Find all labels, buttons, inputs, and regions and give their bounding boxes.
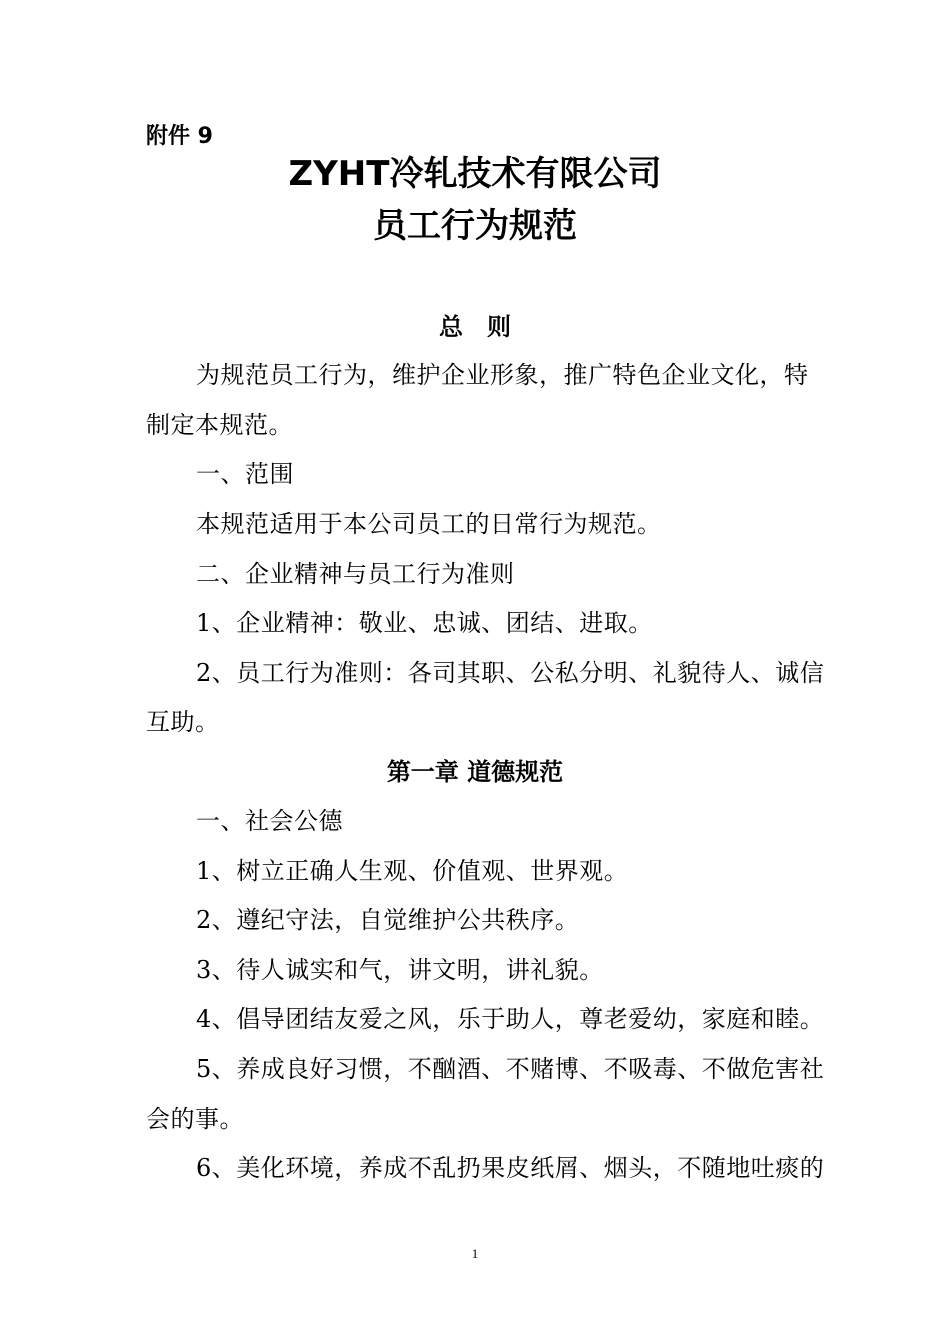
attachment-label: 附件 9 (146, 124, 213, 149)
intro-line-1: 为规范员工行为，维护企业形象，推广特色企业文化，特 (196, 361, 809, 389)
scope-heading: 一、范围 (196, 460, 294, 488)
ethics-item-1: 1、树立正确人生观、价值观、世界观。 (196, 857, 629, 885)
ethics-item-5-line-2: 会的事。 (146, 1105, 244, 1133)
chapter-1-heading: 第一章 道德规范 (386, 758, 564, 786)
intro-line-2: 制定本规范。 (146, 411, 293, 439)
social-ethics-heading: 一、社会公德 (196, 807, 343, 835)
spirit-item-1: 1、企业精神：敬业、忠诚、团结、进取。 (196, 609, 653, 637)
ethics-item-6-line-1: 6、美化环境，养成不乱扔果皮纸屑、烟头，不随地吐痰的 (196, 1154, 825, 1182)
document-title-subject: 员工行为规范 (373, 206, 577, 246)
spirit-item-2-line-1: 2、员工行为准则：各司其职、公私分明、礼貌待人、诚信 (196, 659, 825, 687)
scope-text: 本规范适用于本公司员工的日常行为规范。 (196, 510, 662, 538)
spirit-item-2-line-2: 互助。 (146, 708, 220, 736)
page-number: 1 (471, 1246, 479, 1261)
spirit-heading: 二、企业精神与员工行为准则 (196, 560, 515, 588)
general-heading: 总 则 (439, 313, 511, 341)
ethics-item-2: 2、遵纪守法，自觉维护公共秩序。 (196, 906, 580, 934)
ethics-item-4: 4、倡导团结友爱之风，乐于助人，尊老爱幼，家庭和睦。 (196, 1005, 825, 1033)
document-title-company: ZYHT冷轧技术有限公司 (288, 154, 662, 194)
ethics-item-3: 3、待人诚实和气，讲文明，讲礼貌。 (196, 956, 604, 984)
ethics-item-5-line-1: 5、养成良好习惯，不酗酒、不赌博、不吸毒、不做危害社 (196, 1055, 825, 1083)
